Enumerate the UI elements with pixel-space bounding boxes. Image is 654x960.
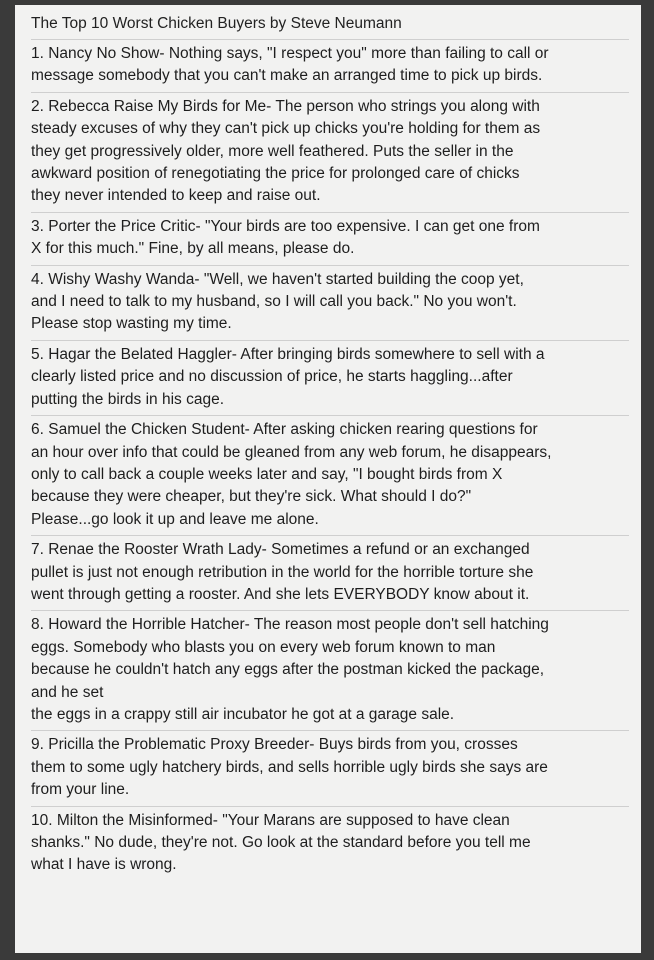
item-text-line: and I need to talk to my husband, so I will call you back." No you won't. <box>31 293 517 311</box>
list-item-9 <box>31 730 629 801</box>
item-text-line: the eggs in a crappy still air incubator he got at a garage sale. <box>31 705 455 723</box>
item-text-line: and he set <box>31 683 104 701</box>
item-text-line: message somebody that you can't make an arranged time to pick up birds. <box>31 67 543 85</box>
item-text-line: 2. Rebecca Raise My Birds for Me- The person who strings you along with <box>31 97 540 115</box>
item-text-line: 7. Renae the Rooster Wrath Lady- Sometimes a refund or an exchanged <box>31 541 530 559</box>
post-card <box>15 5 641 953</box>
item-text-line: pullet is just not enough retribution in the world for the horrible torture she <box>31 563 534 581</box>
item-text-line: 6. Samuel the Chicken Student- After asking chicken rearing questions for <box>31 421 538 439</box>
item-text-line: from your line. <box>31 781 130 799</box>
list-item-10 <box>31 806 629 877</box>
item-text-line: because he couldn't hatch any eggs after the postman kicked the package, <box>31 661 545 679</box>
list-item-2 <box>31 92 629 208</box>
list-item-6 <box>31 415 629 531</box>
item-text-line: went through getting a rooster. And she lets EVERYBODY know about it. <box>31 585 530 603</box>
item-text-line: an hour over info that could be gleaned from any web forum, he disappears, <box>31 443 552 461</box>
post-title: The Top 10 Worst Chicken Buyers by Steve Neumann <box>31 15 402 32</box>
item-text-line: 3. Porter the Price Critic- "Your birds are too expensive. I can get one from <box>31 217 540 235</box>
item-text-line: they get progressively older, more well feathered. Puts the seller in the <box>31 142 514 160</box>
item-text-line: 1. Nancy No Show- Nothing says, "I respect you" more than failing to call or <box>31 45 549 62</box>
item-text-line: because they were cheaper, but they're sick. What should I do?" <box>31 488 472 506</box>
item-text-line: they never intended to keep and raise out. <box>31 187 321 205</box>
list-item-4 <box>31 265 629 336</box>
item-text-line: awkward position of renegotiating the price for prolonged care of chicks <box>31 165 520 183</box>
item-text-line: Please stop wasting my time. <box>31 315 232 333</box>
item-text-line: 10. Milton the Misinformed- "Your Marans are supposed to have clean <box>31 811 510 829</box>
item-text-line: them to some ugly hatchery birds, and sells horrible ugly birds she says are <box>31 758 548 776</box>
list-item-3 <box>31 212 629 261</box>
item-text-line: Please...go look it up and leave me alone. <box>31 510 319 528</box>
item-text-line: 9. Pricilla the Problematic Proxy Breeder- Buys birds from you, crosses <box>31 736 518 754</box>
item-text-line: 5. Hagar the Belated Haggler- After bringing birds somewhere to sell with a <box>31 345 545 363</box>
item-text-line: 4. Wishy Washy Wanda- "Well, we haven't started building the coop yet, <box>31 270 524 288</box>
item-text-line: clearly listed price and no discussion of price, he starts haggling...after <box>31 368 513 386</box>
list-item-5 <box>31 340 629 411</box>
item-text-line: steady excuses of why they can't pick up chicks you're holding for them as <box>31 120 541 138</box>
list-item-1 <box>31 39 629 88</box>
item-text-line: what I have is wrong. <box>31 856 177 874</box>
item-text-line: putting the birds in his cage. <box>31 390 225 408</box>
item-text-line: X for this much." Fine, by all means, please do. <box>31 240 355 258</box>
list-item-8 <box>31 610 629 726</box>
item-text-line: shanks." No dude, they're not. Go look at the standard before you tell me <box>31 834 531 851</box>
item-text-line: only to call back a couple weeks later and say, "I bought birds from X <box>31 465 503 483</box>
item-text-line: eggs. Somebody who blasts you on every web forum known to man <box>31 638 496 656</box>
item-text-line: 8. Howard the Horrible Hatcher- The reason most people don't sell hatching <box>31 616 549 634</box>
list-item-7 <box>31 535 629 606</box>
